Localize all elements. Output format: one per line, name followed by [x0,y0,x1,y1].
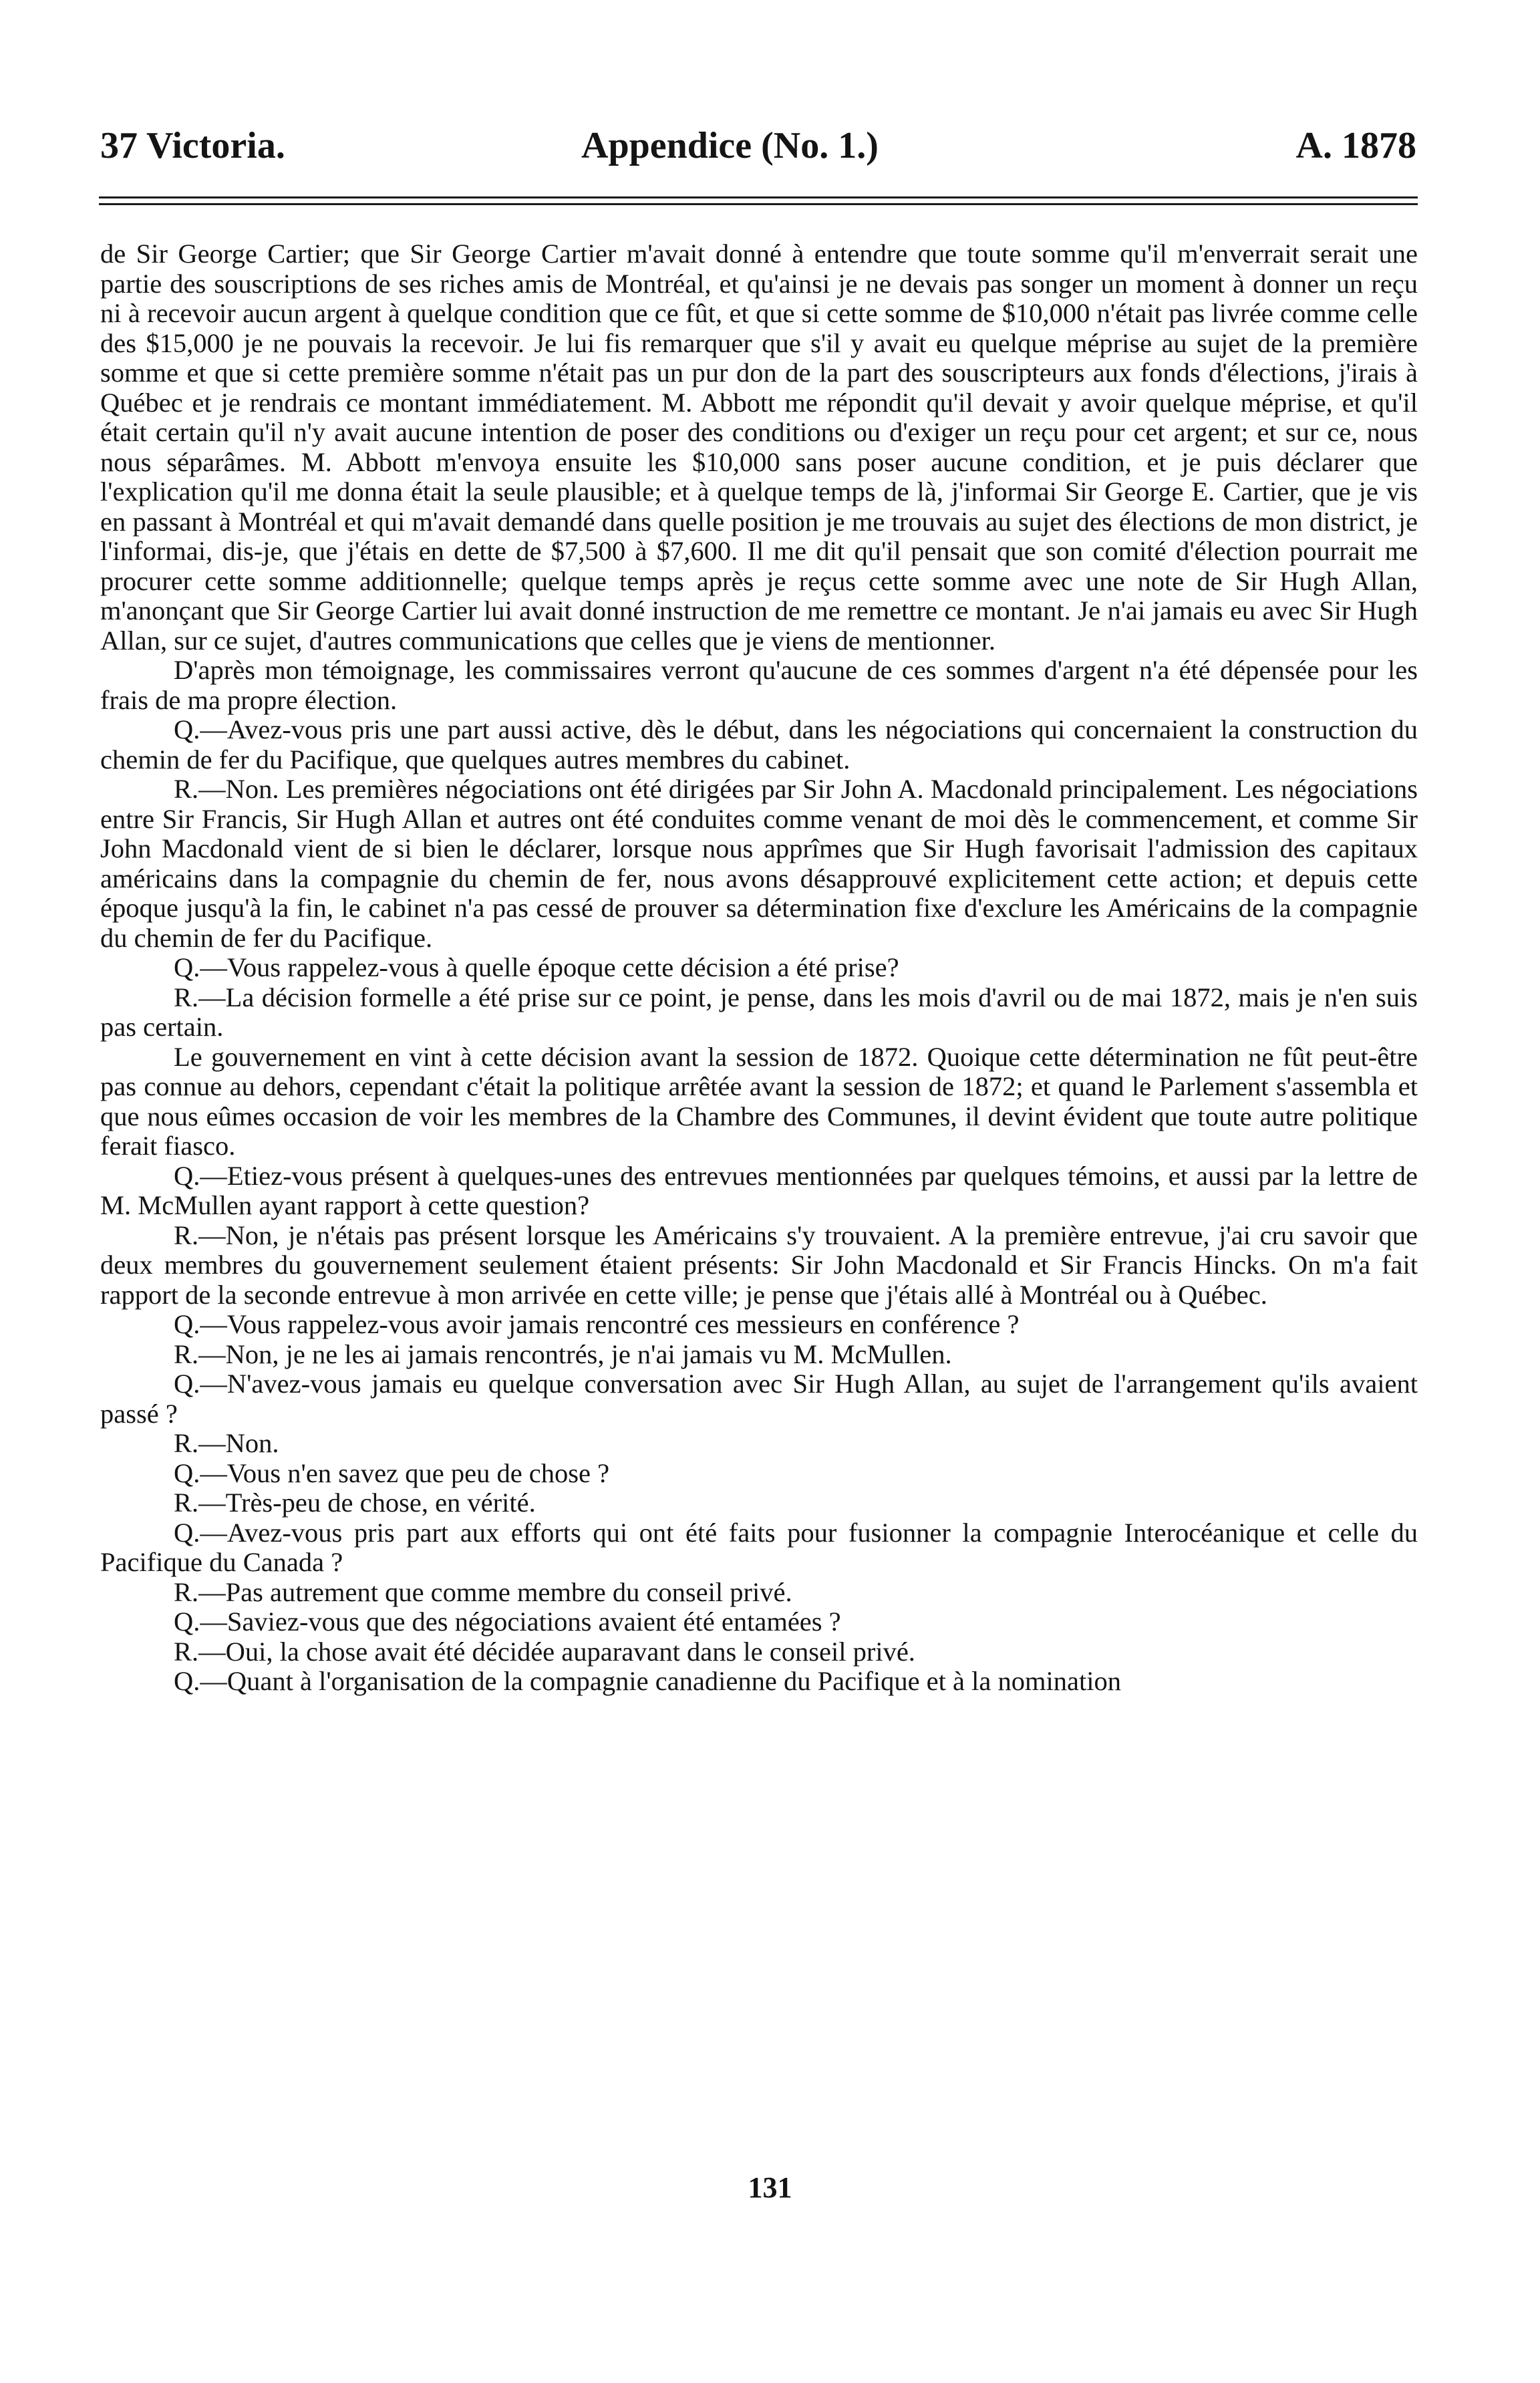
question: Q.—Vous n'en savez que peu de chose ? [174,1457,610,1488]
answer: R.—Très-peu de chose, en vérité. [174,1488,536,1518]
question: Q.—Avez-vous pris une part aussi active, dès le début, dans les négociations qui concernaient la construction du chemin de fer du Pacifique, que quelques autres membres du cabinet. [100,714,1418,775]
paragraph: D'après mon témoignage, les commissaires verront qu'aucune de ces sommes d'argent n'a été dépensée pour les frais de ma propre élection. [100,655,1418,715]
body-text [100,239,1418,1697]
paragraph: Le gouvernement en vint à cette décision avant la session de 1872. Quoique cette détermination ne fût peut-être pas connue au dehors, cependant c'était la politique arrêtée avant la session de 1872; et quand le Parlement s'assembla et que nous eûmes occasion de voir les membres de la Chambre des Communes, il devint évident que toute autre politique ferait fiasco. [100,1041,1418,1161]
header-rule-top [99,196,1418,198]
question: Q.—Vous rappelez-vous à quelle époque cette décision a été prise? [174,952,899,982]
header-volume: 37 Victoria. [100,125,285,166]
header-title: Appendice (No. 1.) [581,125,879,166]
question: Q.—N'avez-vous jamais eu quelque conversation avec Sir Hugh Allan, au sujet de l'arrangement qu'ils avaient passé ? [100,1369,1418,1429]
page-header [100,124,1416,175]
answer: R.—La décision formelle a été prise sur ce point, je pense, dans les mois d'avril ou de mai 1872, mais je n'en suis pas certain. [100,982,1418,1042]
header-rule-bottom [99,203,1418,205]
question: Q.—Saviez-vous que des négociations avaient été entamées ? [174,1606,841,1637]
header-year: A. 1878 [1295,125,1416,166]
answer: R.—Non, je n'étais pas présent lorsque les Américains s'y trouvaient. A la première entrevue, j'ai cru savoir que deux membres du gouvernement seulement étaient présents: Sir John Macdonald et Sir Francis Hincks. On m'a fait rapport de la seconde entrevue à mon arrivée en cette ville; je pense que j'étais allé à Montréal ou à Québec. [100,1220,1418,1310]
question: Q.—Avez-vous pris part aux efforts qui ont été faits pour fusionner la compagnie Interocéanique et celle du Pacifique du Canada ? [100,1517,1418,1577]
answer: R.—Non. [174,1428,279,1458]
paragraph: de Sir George Cartier; que Sir George Cartier m'avait donné à entendre que toute somme qu'il m'enverrait serait une partie des souscriptions de ses riches amis de Montréal, et qu'ainsi je ne devais pas songer un moment à donner un reçu ni à recevoir aucun argent à quelque condition que ce fût, et que si cette somme de $10,000 n'était pas livrée comme celle des $15,000 je ne pouvais la recevoir. Je lui fis remarquer que s'il y avait eu quelque méprise au sujet de la première somme et que si cette première somme n'était pas un pur don de la part des souscripteurs aux fonds d'élections, j'irais à Québec et je rendrais ce montant immédiatement. M. Abbott me répondit qu'il devait y avoir quelque méprise, et qu'il était certain qu'il n'y avait aucune intention de poser des conditions ou d'exiger un reçu pour cet argent; et sur ce, nous nous séparâmes. M. Abbott m'envoya ensuite les $10,000 sans poser aucune condition, et je puis déclarer que l'explication qu'il me donna était la seule plausible; et à quelque temps de là, j'informai Sir George E. Cartier, que je vis en passant à Montréal et qui m'avait demandé dans quelle position je me trouvais au sujet des élections de mon district, je l'informai, dis-je, que j'étais en dette de $7,500 à $7,600. Il me dit qu'il pensait que son comité d'élection pourrait me procurer cette somme additionnelle; quelque temps après je reçus cette somme avec une note de Sir Hugh Allan, m'anonçant que Sir George Cartier lui avait donné instruction de me remettre ce montant. Je n'ai jamais eu avec Sir Hugh Allan, sur ce sujet, d'autres communications que celles que je viens de mentionner. [100,239,1418,656]
question: Q.—Quant à l'organisation de la compagnie canadienne du Pacifique et à la nomination [174,1666,1121,1696]
answer: R.—Non, je ne les ai jamais rencontrés, je n'ai jamais vu M. McMullen. [174,1339,952,1369]
answer: R.—Pas autrement que comme membre du conseil privé. [174,1576,792,1607]
answer: R.—Non. Les premières négociations ont été dirigées par Sir John A. Macdonald principalement. Les négociations entre Sir Francis, Sir Hugh Allan et autres ont été conduites comme venant de moi dès le commencement, et comme Sir John Macdonald vient de si bien le déclarer, lorsque nous apprîmes que Sir Hugh favorisait l'admission des capitaux américains dans la compagnie du chemin de fer, nous avons désapprouvé explicitement cette action; et depuis cette époque jusqu'à la fin, le cabinet n'a pas cessé de prouver sa détermination fixe d'exclure les Américains de la compagnie du chemin de fer du Pacifique. [100,774,1418,953]
question: Q.—Vous rappelez-vous avoir jamais rencontré ces messieurs en conférence ? [174,1309,1020,1339]
question: Q.—Etiez-vous présent à quelques-unes des entrevues mentionnées par quelques témoins, et aussi par la lettre de M. McMullen ayant rapport à cette question? [100,1160,1418,1220]
answer: R.—Oui, la chose avait été décidée auparavant dans le conseil privé. [174,1636,915,1667]
page-number: 131 [748,2171,792,2204]
